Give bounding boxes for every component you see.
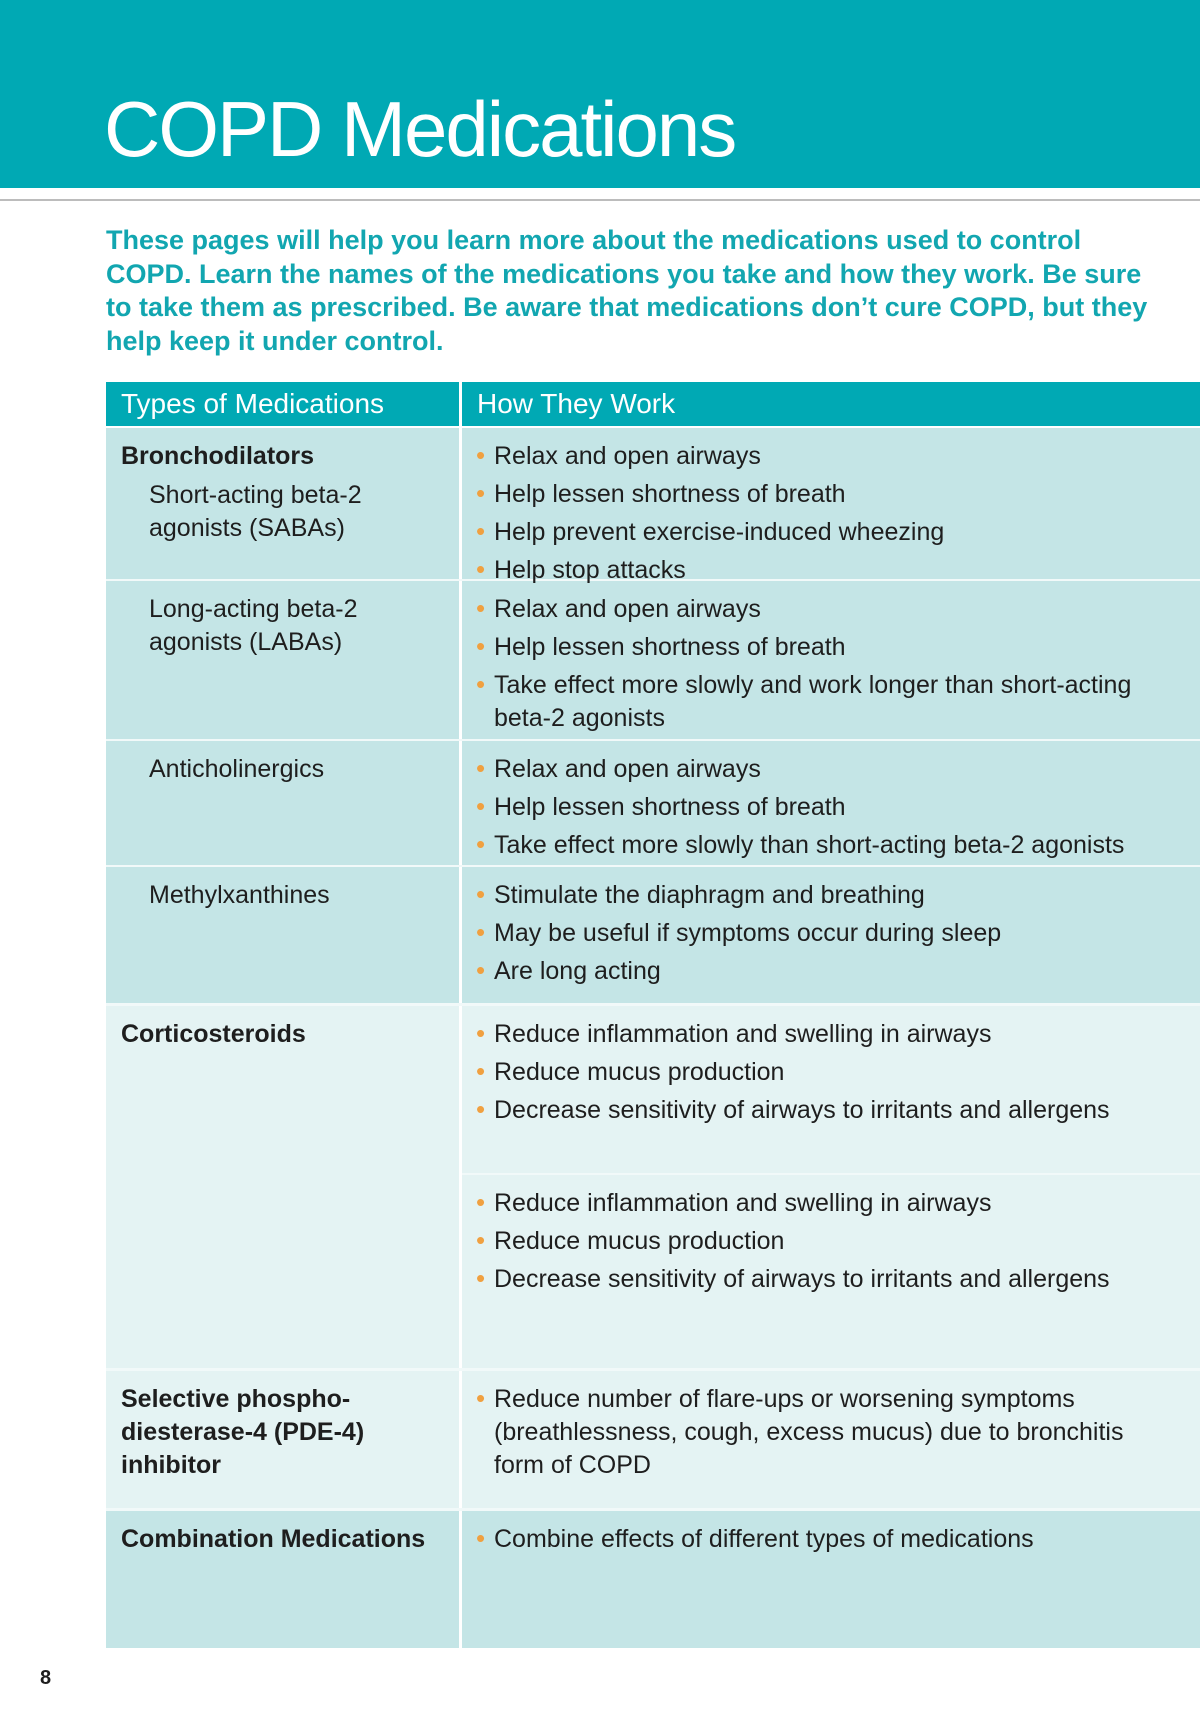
column-header-how-they-work: How They Work bbox=[477, 388, 676, 419]
table-row bbox=[106, 1368, 1200, 1508]
how-they-work-part bbox=[462, 1006, 1200, 1173]
bullet-list bbox=[476, 1018, 1180, 1127]
bullet-list bbox=[476, 593, 1180, 735]
medication-type-cell bbox=[106, 741, 462, 865]
how-they-work-cell bbox=[462, 1511, 1200, 1648]
bullet-item: • Reduce inflammation and swelling in airways bbox=[476, 1018, 1180, 1051]
how-they-work-cell bbox=[462, 741, 1200, 865]
how-they-work-part bbox=[462, 1173, 1200, 1368]
medication-subtype: Anticholinergics bbox=[149, 755, 325, 783]
bullet-item: • May be useful if symptoms occur during sleep bbox=[476, 917, 1180, 950]
bullet-item: • Take effect more slowly than short-acting beta-2 agonists bbox=[476, 829, 1180, 862]
page-title: COPD Medications bbox=[104, 85, 736, 173]
medication-type-cell bbox=[106, 867, 462, 1003]
header-divider bbox=[0, 199, 1200, 201]
bullet-list bbox=[476, 440, 1180, 587]
bullet-item: • Decrease sensitivity of airways to irritants and allergens bbox=[476, 1094, 1180, 1127]
how-they-work-cell bbox=[462, 1006, 1200, 1368]
medication-category: Bronchodilators bbox=[121, 442, 315, 470]
bullet-list bbox=[476, 1187, 1180, 1296]
table-row bbox=[106, 739, 1200, 865]
how-they-work-cell bbox=[462, 428, 1200, 584]
bullet-item: • Take effect more slowly and work longer than short-acting beta-2 agonists bbox=[476, 669, 1180, 735]
medication-category: Selective phospho-diesterase-4 (PDE-4) inhibitor bbox=[121, 1385, 365, 1479]
medication-type-cell bbox=[106, 428, 462, 579]
how-they-work-cell bbox=[462, 867, 1200, 1003]
medication-type-cell bbox=[106, 1371, 462, 1508]
medication-category: Combination Medications bbox=[121, 1525, 426, 1553]
bullet-list bbox=[476, 879, 1180, 988]
medication-category: Corticosteroids bbox=[121, 1020, 306, 1048]
column-header-types: Types of Medications bbox=[106, 382, 462, 426]
bullet-item: • Relax and open airways bbox=[476, 440, 1180, 473]
bullet-item: • Stimulate the diaphragm and breathing bbox=[476, 879, 1180, 912]
bullet-list bbox=[476, 1523, 1180, 1556]
medication-type-cell bbox=[106, 1006, 462, 1368]
how-they-work-cell bbox=[462, 1371, 1200, 1508]
bullet-item: • Reduce mucus production bbox=[476, 1056, 1180, 1089]
bullet-item: • Combine effects of different types of medications bbox=[476, 1523, 1180, 1556]
bullet-item: • Relax and open airways bbox=[476, 753, 1180, 786]
bullet-item: • Reduce mucus production bbox=[476, 1225, 1180, 1258]
bullet-item: • Help lessen shortness of breath bbox=[476, 631, 1180, 664]
table-row bbox=[106, 865, 1200, 1003]
medications-table bbox=[106, 382, 1200, 1648]
medication-subtype: Long-acting beta-2 agonists (LABAs) bbox=[149, 595, 358, 656]
medication-type-cell bbox=[106, 581, 462, 739]
table-row bbox=[106, 1508, 1200, 1648]
bullet-item: • Are long acting bbox=[476, 955, 1180, 988]
bullet-item: • Decrease sensitivity of airways to irritants and allergens bbox=[476, 1263, 1180, 1296]
intro-paragraph: These pages will help you learn more about the medications used to control COPD. Learn the names of the medications you take and how they work. Be sure to take them as prescribed. Be aware that medications don’t cure COPD, but they help keep it under control. bbox=[106, 225, 1148, 356]
bullet-item: • Help stop attacks bbox=[476, 554, 1180, 587]
medication-subtype: Methylxanthines bbox=[149, 881, 330, 909]
bullet-item: • Reduce inflammation and swelling in airways bbox=[476, 1187, 1180, 1220]
bullet-item: • Help prevent exercise-induced wheezing bbox=[476, 516, 1180, 549]
bullet-item: • Reduce number of flare-ups or worsening symptoms (breathlessness, cough, excess mucus) due to bronchitis form of COPD bbox=[476, 1383, 1180, 1482]
bullet-item: • Relax and open airways bbox=[476, 593, 1180, 626]
bullet-list bbox=[476, 1383, 1180, 1482]
header-band bbox=[0, 0, 1200, 188]
bullet-item: • Help lessen shortness of breath bbox=[476, 478, 1180, 511]
table-row bbox=[106, 579, 1200, 739]
medication-type-cell bbox=[106, 1511, 462, 1648]
table-row bbox=[106, 428, 1200, 584]
bullet-item: • Help lessen shortness of breath bbox=[476, 791, 1180, 824]
table-header-row bbox=[106, 382, 1200, 428]
bullet-list bbox=[476, 753, 1180, 862]
how-they-work-cell bbox=[462, 581, 1200, 739]
table-row bbox=[106, 1003, 1200, 1368]
page-number: 8 bbox=[40, 1667, 52, 1689]
medication-subtype: Short-acting beta-2 agonists (SABAs) bbox=[149, 481, 362, 542]
